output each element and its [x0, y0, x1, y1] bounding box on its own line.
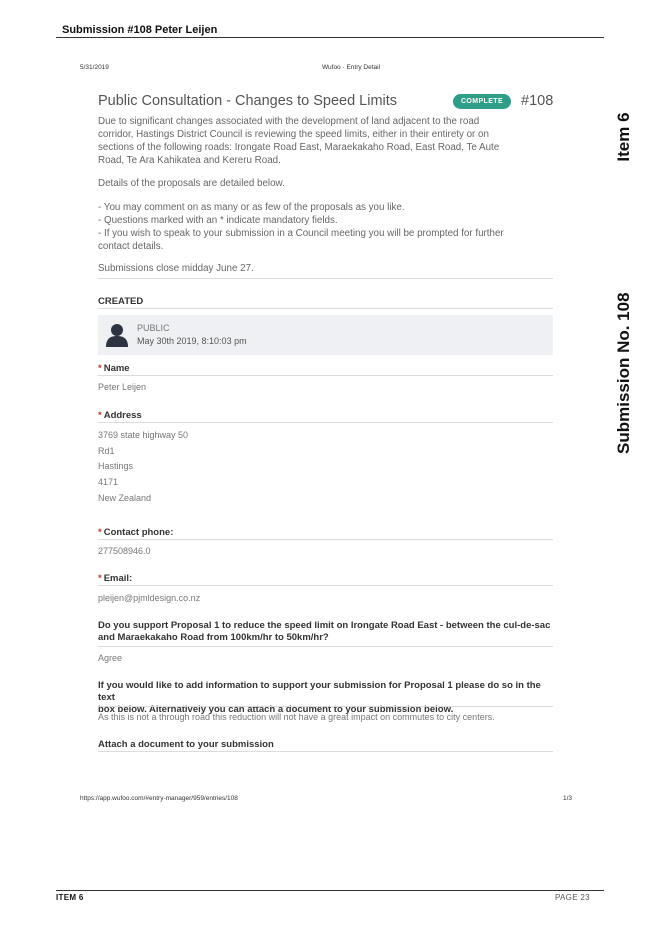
created-heading: CREATED — [98, 296, 144, 307]
created-by: PUBLIC — [137, 323, 170, 333]
phone-value: 277508946.0 — [98, 546, 151, 556]
instruction-line: - You may comment on as many or as few of the proposals as you like. — [98, 202, 405, 213]
phone-label — [98, 527, 173, 538]
email-value: pleijen@pjmldesign.co.nz — [98, 593, 201, 603]
close-date-text: Submissions close midday June 27. — [98, 263, 254, 274]
name-value: Peter Leijen — [98, 382, 147, 392]
address-line: Hastings — [98, 461, 134, 471]
header-rule — [56, 37, 604, 38]
address-label-text: Address — [103, 410, 142, 421]
address-line: 3769 state highway 50 — [98, 430, 189, 440]
email-label-text: Email: — [103, 573, 133, 584]
divider — [98, 751, 553, 752]
divider — [98, 646, 553, 647]
intro-line: Road, Te Ara Kahikatea and Kereru Road. — [98, 155, 281, 166]
status-badge: COMPLETE — [453, 94, 511, 109]
print-date: 5/31/2019 — [80, 64, 109, 71]
proposal-1-info-answer: As this is not a through road this reduction will not have a great impact on commutes to city centers. — [98, 712, 495, 722]
divider — [98, 422, 553, 423]
intro-line: sections of the following roads: Irongate Road East, Maraekakaho Road, East Road, Te Aute — [98, 142, 500, 153]
instruction-line: contact details. — [98, 241, 164, 252]
divider — [98, 278, 553, 279]
address-line: New Zealand — [98, 493, 152, 503]
required-mark: * — [98, 410, 102, 421]
proposal-1-info-question — [98, 680, 553, 716]
required-mark: * — [98, 527, 102, 538]
address-label — [98, 410, 142, 421]
name-label — [98, 363, 130, 374]
side-item-label: Item 6 — [614, 112, 633, 162]
divider — [98, 585, 553, 586]
required-mark: * — [98, 363, 102, 374]
attach-document-label: Attach a document to your submission — [98, 739, 274, 750]
divider — [98, 308, 553, 309]
proposal-1-question — [98, 620, 553, 644]
intro-paragraph — [98, 115, 554, 167]
submission-header: Submission #108 Peter Leijen — [62, 24, 218, 36]
question-line: If you would like to add information to support your submission for Proposal 1 please do so in the text — [98, 680, 541, 703]
required-mark: * — [98, 573, 102, 584]
divider — [98, 539, 553, 540]
question-line: and Maraekakaho Road from 100km/hr to 50km/hr? — [98, 632, 329, 643]
divider — [98, 375, 553, 376]
footer-page: PAGE 23 — [555, 893, 590, 902]
proposal-1-answer: Agree — [98, 653, 123, 663]
details-text: Details of the proposals are detailed below. — [98, 178, 285, 189]
form-title: Public Consultation - Changes to Speed Limits — [98, 93, 398, 109]
question-line: Do you support Proposal 1 to reduce the speed limit on Irongate Road East - between the cul-de-sac — [98, 620, 551, 631]
entry-number: #108 — [521, 93, 554, 109]
address-line: 4171 — [98, 477, 119, 487]
instruction-line: - If you wish to speak to your submission in a Council meeting you will be prompted for further — [98, 228, 504, 239]
footer-item: ITEM 6 — [56, 893, 84, 902]
email-label — [98, 573, 132, 584]
name-label-text: Name — [103, 363, 130, 374]
print-page-number: 1/3 — [563, 795, 573, 802]
created-card — [98, 315, 553, 355]
phone-label-text: Contact phone: — [103, 527, 174, 538]
user-icon — [106, 323, 128, 347]
instructions-list — [98, 201, 554, 253]
print-url: https://app.wufoo.com/#entry-manager/959/entries/108 — [80, 795, 238, 802]
instruction-line: - Questions marked with an * indicate mandatory fields. — [98, 215, 338, 226]
intro-line: corridor, Hastings District Council is reviewing the speed limits, either in their entirety or on — [98, 129, 489, 140]
side-submission-label: Submission No. 108 — [614, 292, 633, 454]
address-line: Rd1 — [98, 446, 115, 456]
intro-line: Due to significant changes associated with the development of land adjacent to the road — [98, 116, 480, 127]
divider — [98, 706, 553, 707]
print-page-title: Wufoo · Entry Detail — [322, 64, 381, 71]
footer-rule — [56, 890, 604, 891]
created-date: May 30th 2019, 8:10:03 pm — [137, 336, 247, 346]
question-line: box below. Alternatively you can attach a document to your submission below. — [98, 704, 454, 715]
